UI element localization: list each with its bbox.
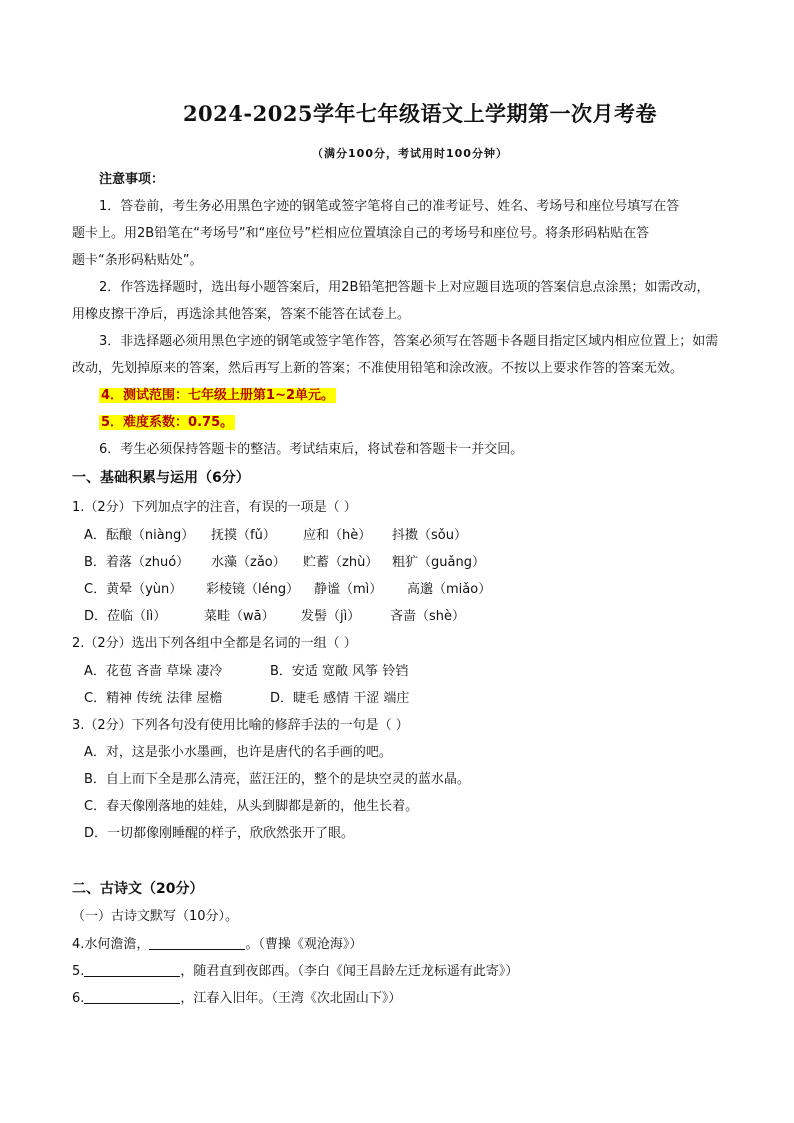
notice-item-1-line-3: 题卡“条形码粘贴处”。 xyxy=(72,253,203,268)
notice-item-2-line-2: 用橡皮擦干净后，再选涂其他答案，答案不能答在试卷上。 xyxy=(72,307,411,322)
question-1-option-d: D．莅临（lì） 菜畦（wā） 发髻（jì） 吝啬（shè） xyxy=(84,609,466,624)
question-1-option-c: C．黄晕（yùn） 彩棱镜（léng） 静谧（mì） 高邈（miǎo） xyxy=(84,582,492,597)
question-2-options-ab: A．花苞 吝啬 草垛 凄冷 B．安适 宽敞 风筝 铃铛 xyxy=(84,664,409,679)
question-3-option-a: A．对，这是张小水墨画，也许是唐代的名手画的吧。 xyxy=(84,745,392,760)
question-3-option-d: D．一切都像刚睡醒的样子，欣欣然张开了眼。 xyxy=(84,826,355,841)
question-2-options-cd: C．精神 传统 法律 屋檐 D．睫毛 感情 干涩 端庄 xyxy=(84,691,410,706)
question-1-stem: 1.（2分）下列加点字的注音，有误的一项是（ ） xyxy=(72,500,357,515)
page-subtitle: （满分100分，考试用时100分钟） xyxy=(312,147,508,160)
question-3-option-b: B．自上而下全是那么清亮，蓝汪汪的，整个的是块空灵的蓝水晶。 xyxy=(84,772,470,787)
question-6: 6. ，江春入旧年。（王湾《次北固山下》） xyxy=(72,991,402,1006)
question-4: 4.水何澹澹， 。（曹操《观沧海》） xyxy=(72,937,363,952)
answer-blank-5[interactable] xyxy=(84,963,180,977)
section-1-title: 一、基础积累与运用（6分） xyxy=(72,470,250,486)
notice-item-3-line-2: 改动，先划掉原来的答案，然后再写上新的答案；不准使用铅笔和涂改液。不按以上要求作答的答案无效。 xyxy=(72,361,684,376)
section-2-title: 二、古诗文（20分） xyxy=(72,881,204,897)
question-1-option-a: A．酝酿（niàng） 抚摸（fǔ） 应和（hè） 抖擞（sǒu） xyxy=(84,528,467,543)
page-title: 2024-2025学年七年级语文上学期第一次月考卷 xyxy=(182,101,658,126)
notice-item-1-line-2: 题卡上。用2B铅笔在“考场号”和“座位号”栏相应位置填涂自己的考场号和座位号。将条形码粘贴在答 xyxy=(72,226,650,241)
notice-item-6: 6．考生必须保持答题卡的整洁。考试结束后，将试卷和答题卡一并交回。 xyxy=(99,442,524,457)
question-1-option-b: B．着落（zhuó） 水藻（zǎo） 贮蓄（zhù） 粗犷（guǎng） xyxy=(84,555,485,570)
answer-blank-6[interactable] xyxy=(84,990,180,1004)
notice-item-1-line-1: 1．答卷前，考生务必用黑色字迹的钢笔或签字笔将自己的准考证号、姓名、考场号和座位号填写在答 xyxy=(99,199,680,214)
answer-blank-4[interactable] xyxy=(149,936,245,950)
section-2-subsection-1: （一）古诗文默写（10分）。 xyxy=(72,909,239,924)
question-5: 5. ，随君直到夜郎西。（李白《闻王昌龄左迁龙标遥有此寄》） xyxy=(72,964,519,979)
notice-item-5-highlight: 5．难度系数：0.75。 xyxy=(101,415,234,430)
notice-item-4-highlight: 4．测试范围：七年级上册第1~2单元。 xyxy=(101,388,335,403)
question-3-stem: 3.（2分）下列各句没有使用比喻的修辞手法的一句是（ ） xyxy=(72,718,409,733)
notice-item-2-line-1: 2．作答选择题时，选出每小题答案后，用2B铅笔把答题卡上对应题目选项的答案信息点涂黑；如需改动， xyxy=(99,280,710,295)
notice-heading: 注意事项： xyxy=(99,172,165,187)
question-2-stem: 2.（2分）选出下列各组中全都是名词的一组（ ） xyxy=(72,636,357,651)
question-3-option-c: C．春天像刚落地的娃娃，从头到脚都是新的，他生长着。 xyxy=(84,799,419,814)
notice-item-3-line-1: 3．非选择题必须用黑色字迹的钢笔或签字笔作答，答案必须写在答题卡各题目指定区域内相应位置上；如需 xyxy=(99,334,719,349)
